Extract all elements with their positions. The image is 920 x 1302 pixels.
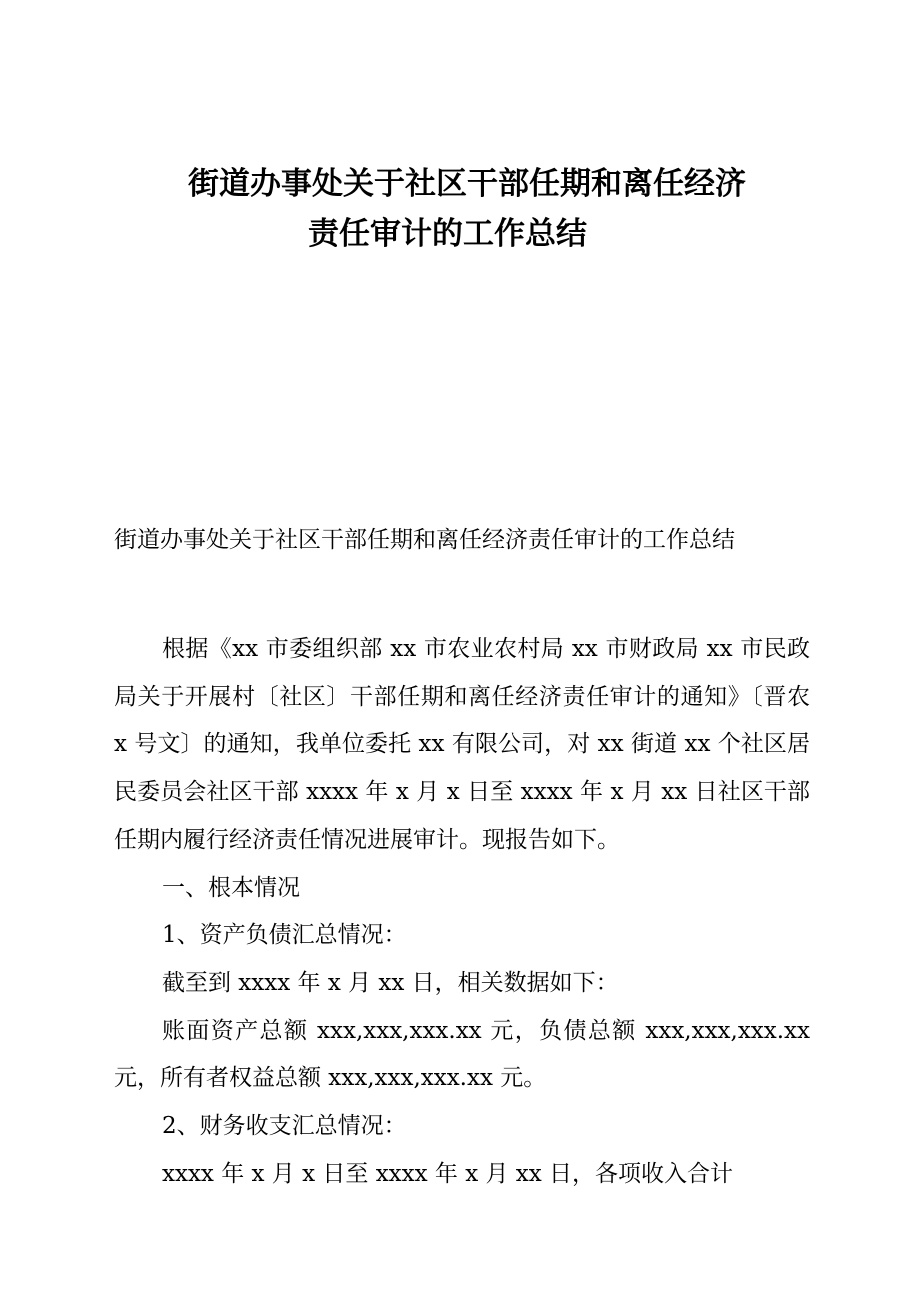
document-body bbox=[114, 520, 810, 1198]
subsection-heading-income-expenditure: 2、财务收支汇总情况： bbox=[162, 1113, 407, 1140]
section-heading-basic-situation: 一、根本情况 bbox=[162, 874, 300, 901]
subsection-heading-assets-liabilities: 1、资产负债汇总情况： bbox=[162, 922, 407, 949]
document-title-line-1: 街道办事处关于社区干部任期和离任经济 bbox=[188, 166, 746, 202]
document-title-line-2: 责任审计的工作总结 bbox=[308, 216, 587, 252]
paragraph-intro: 根据《xx 市委组织部 xx 市农业农村局 xx 市财政局 xx 市民政局关于开展村〔社区〕干部任期和离任经济责任审计的通知》〔晋农 x 号文〕的通知，我单位委托 xx 有限公司，对 xx 街道 xx 个社区居民委员会社区干部 xxxx 年 x 月 x 日至 xxxx 年 x 月 xx 日社区干部任期内履行经济责任情况进展审计。现报告如下。 bbox=[114, 636, 810, 853]
document-subtitle: 街道办事处关于社区干部任期和离任经济责任审计的工作总结 bbox=[114, 527, 735, 553]
paragraph-data-cutoff: 截至到 xxxx 年 x 月 xx 日，相关数据如下： bbox=[162, 969, 619, 996]
paragraph-income-period: xxxx 年 x 月 x 日至 xxxx 年 x 月 xx 日，各项收入合计 bbox=[162, 1160, 734, 1187]
paragraph-asset-totals: 账面资产总额 xxx,xxx,xxx.xx 元，负债总额 xxx,xxx,xxx.xx 元，所有者权益总额 xxx,xxx,xxx.xx 元。 bbox=[114, 1017, 810, 1092]
